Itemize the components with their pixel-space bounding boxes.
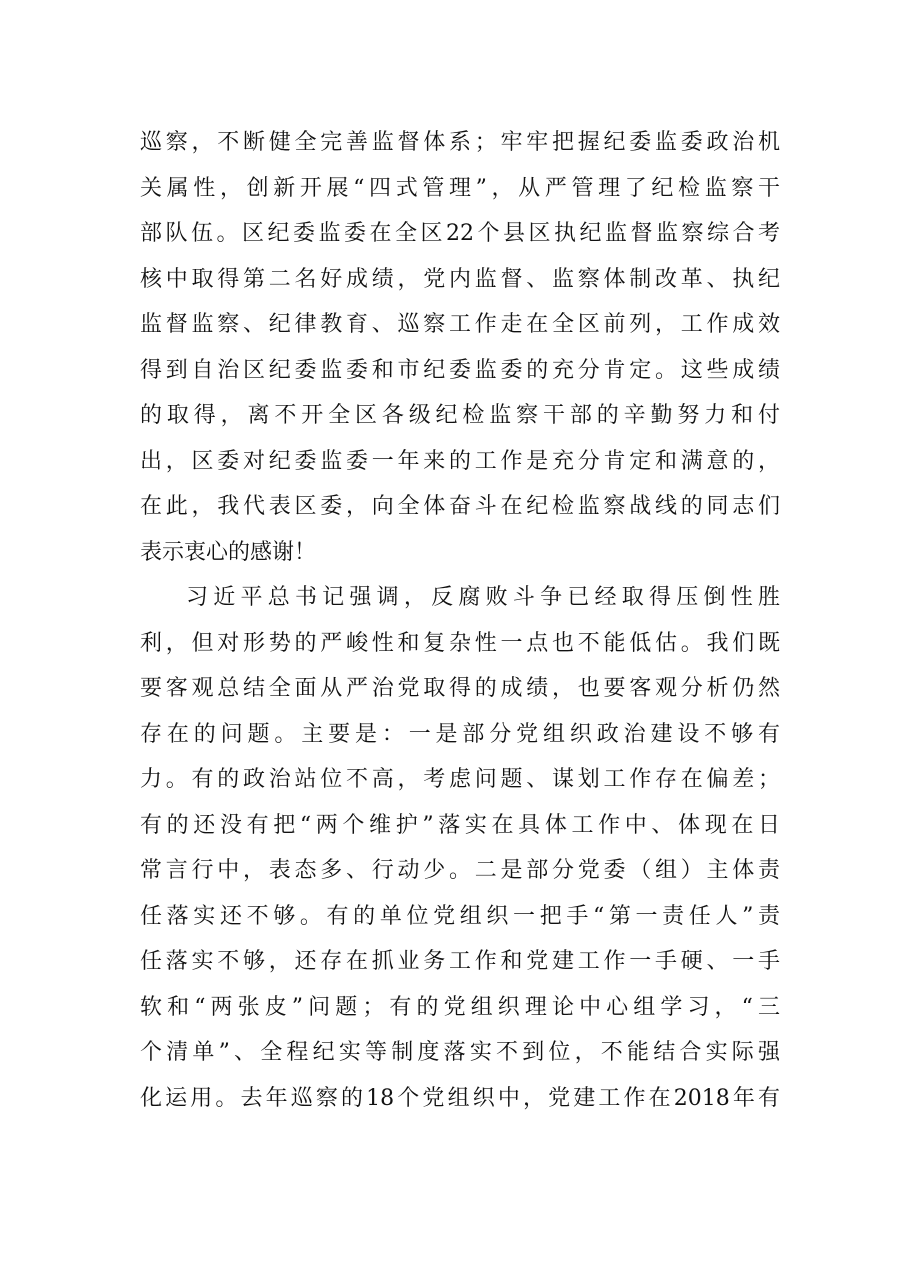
paragraph-2 [140, 575, 780, 1121]
text-line: 监督监察、纪律教育、巡察工作走在全区前列，工作成效 [140, 312, 780, 337]
paragraph-1 [140, 120, 780, 575]
text-line: 有的还没有把“两个维护”落实在具体工作中、体现在日 [140, 812, 780, 838]
text-line: 习近平总书记强调，反腐败斗争已经取得压倒性胜 [186, 585, 780, 610]
text-line: 出，区委对纪委监委一年来的工作是充分肯定和满意的， [140, 448, 780, 474]
text-line: 表示衷心的感谢！ [140, 539, 317, 565]
text-line: 要客观总结全面从严治党取得的成绩，也要客观分析仍然 [140, 676, 780, 701]
text-line: 个清单”、全程纪实等制度落实不到位，不能结合实际强 [140, 1040, 780, 1065]
text-line: 软和“两张皮”问题；有的党组织理论中心组学习，“三 [140, 994, 780, 1020]
text-line: 任落实不够，还存在抓业务工作和党建工作一手硬、一手 [140, 949, 780, 974]
text-line: 的取得，离不开全区各级纪检监察干部的辛勤努力和付 [140, 403, 780, 428]
text-line: 化运用。去年巡察的18个党组织中，党建工作在2018年有 [140, 1085, 780, 1111]
text-line: 利，但对形势的严峻性和复杂性一点也不能低估。我们既 [140, 630, 780, 656]
text-line: 任落实还不够。有的单位党组织一把手“第一责任人”责 [140, 903, 780, 929]
text-line: 核中取得第二名好成绩，党内监督、监察体制改革、执纪 [140, 266, 780, 292]
body-text [140, 120, 780, 1121]
text-line: 常言行中，表态多、行动少。二是部分党委（组）主体责 [140, 858, 780, 883]
text-line: 巡察，不断健全完善监督体系；牢牢把握纪委监委政治机 [140, 130, 780, 155]
text-line: 得到自治区纪委监委和市纪委监委的充分肯定。这些成绩 [140, 357, 780, 383]
text-line: 力。有的政治站位不高，考虑问题、谋划工作存在偏差； [140, 767, 780, 792]
text-line: 存在的问题。主要是：一是部分党组织政治建设不够有 [140, 721, 780, 747]
text-line: 关属性，创新开展“四式管理”，从严管理了纪检监察干 [140, 175, 780, 201]
text-line: 在此，我代表区委，向全体奋斗在纪检监察战线的同志们 [140, 494, 780, 519]
text-line: 部队伍。区纪委监委在全区22个县区执纪监督监察综合考 [140, 221, 780, 246]
